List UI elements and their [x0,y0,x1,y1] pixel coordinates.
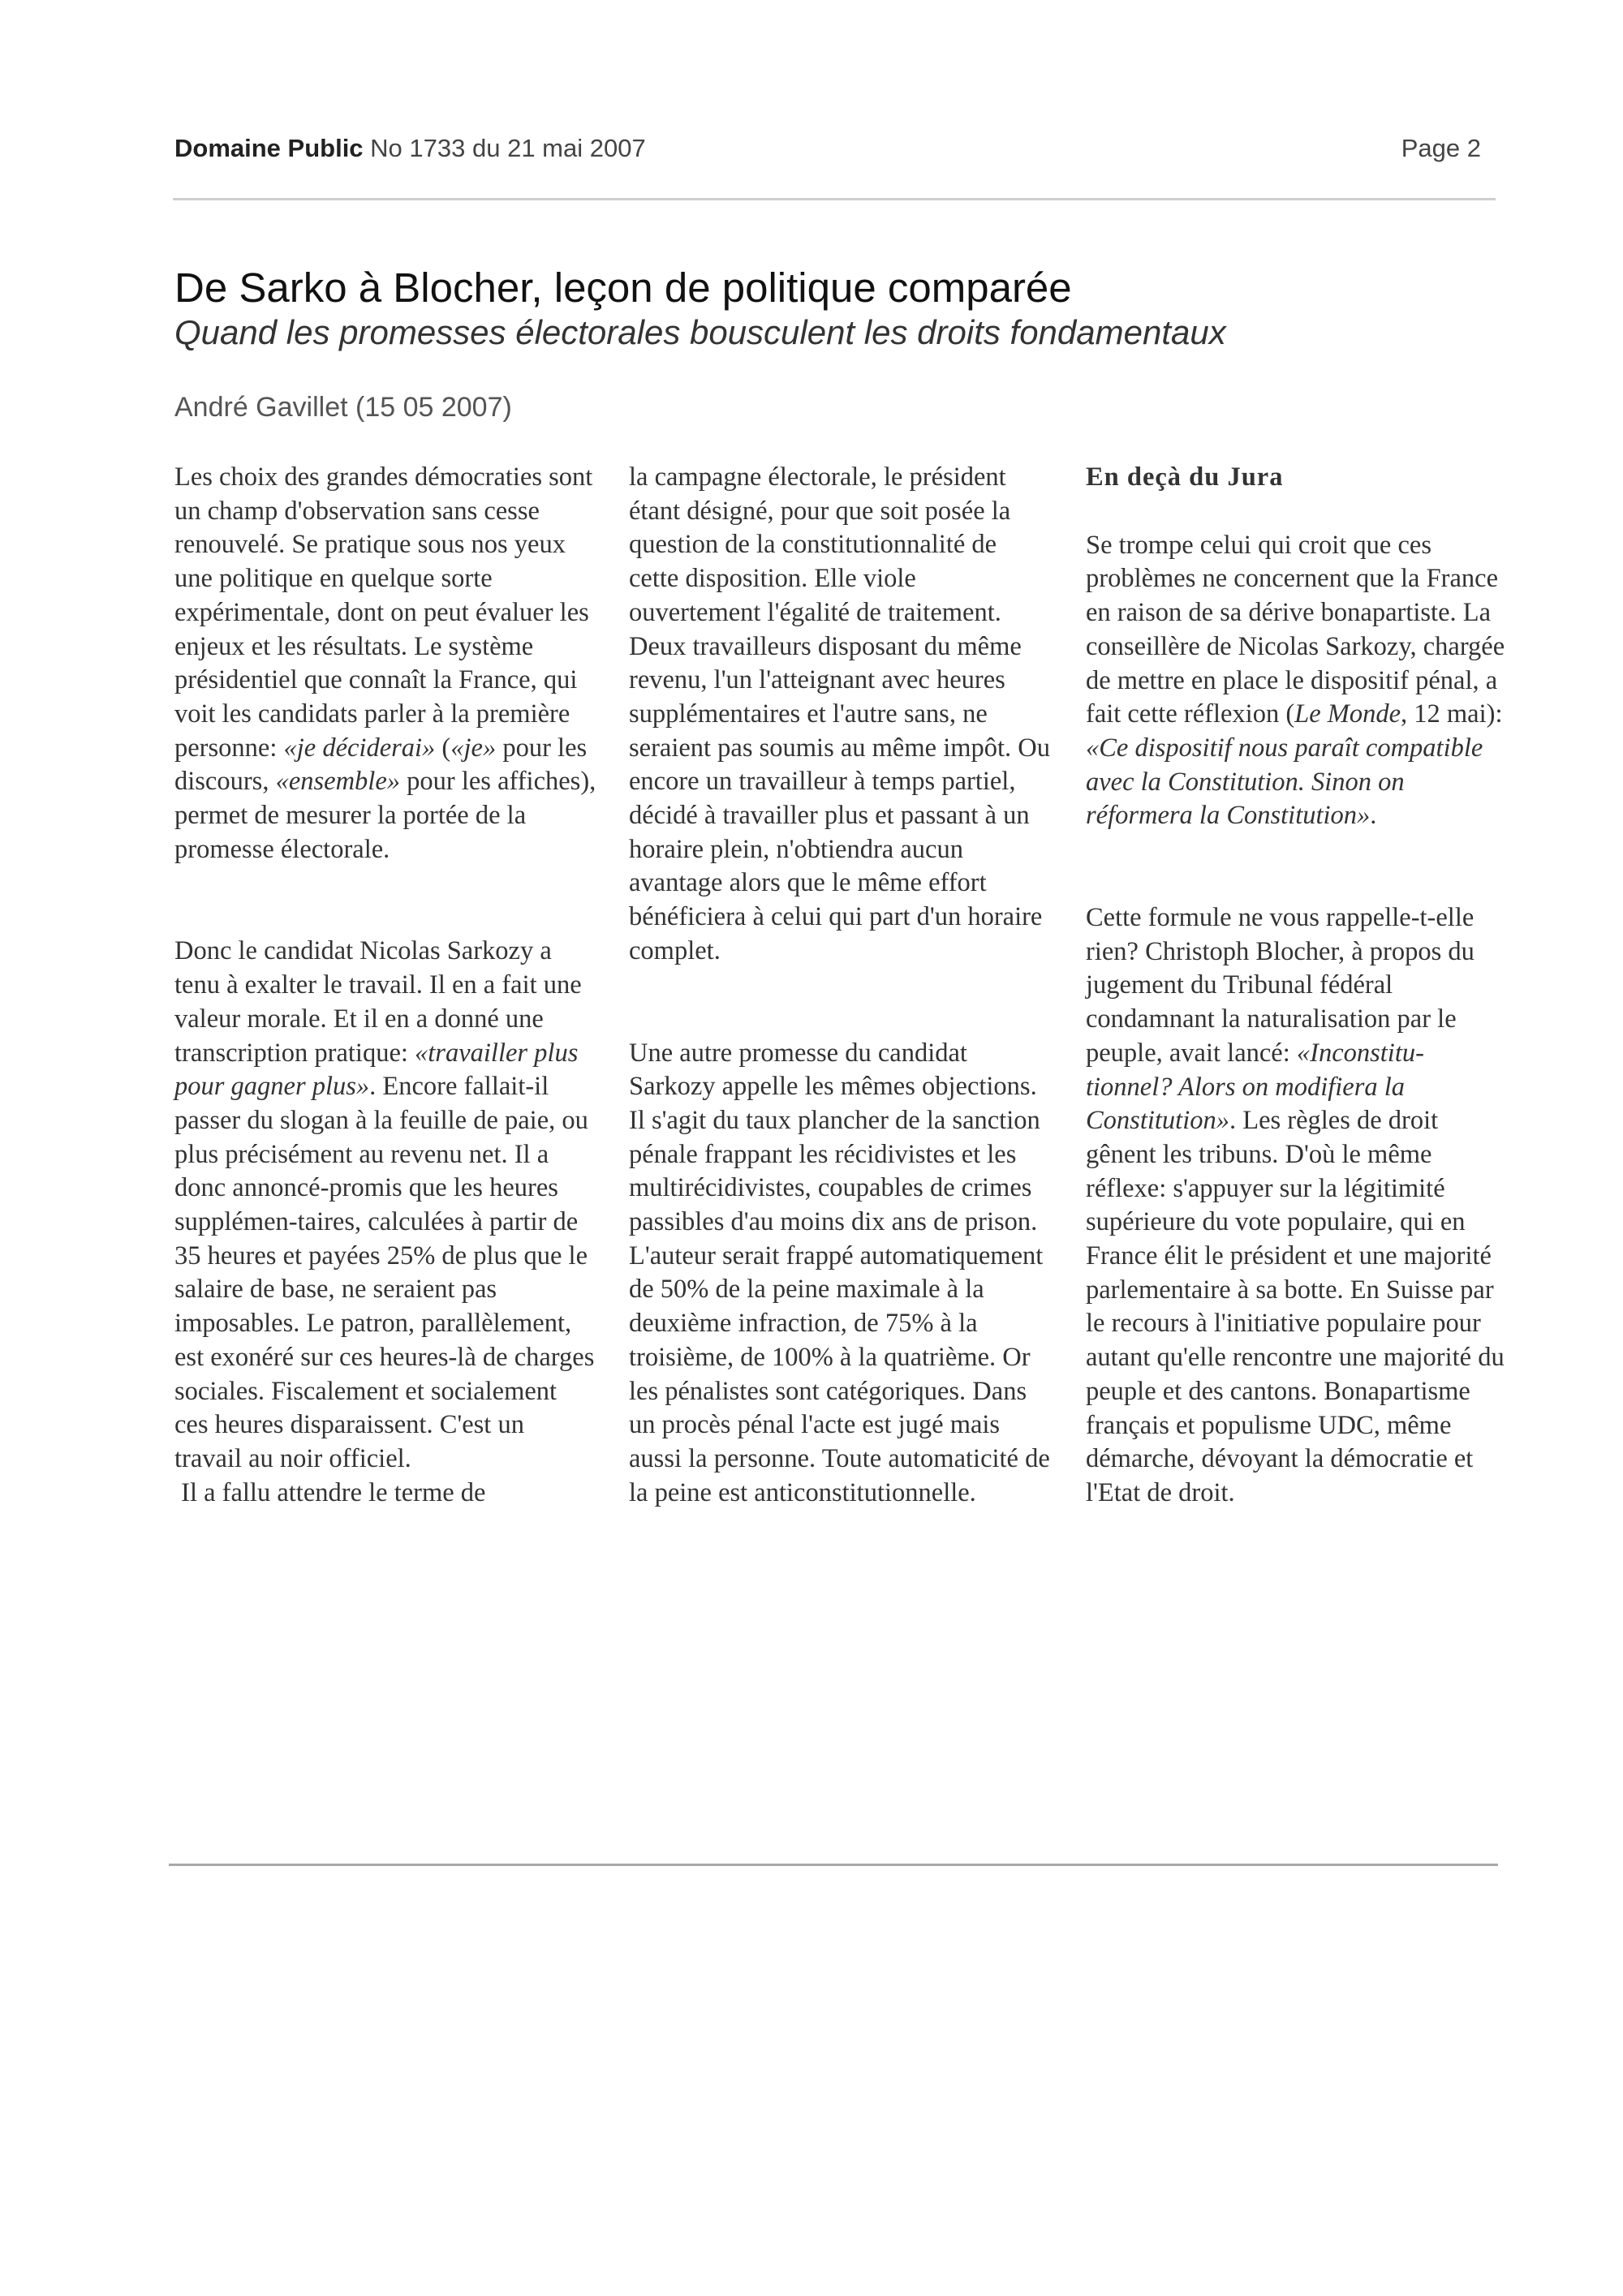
quote: «Ce dispositif nous paraît compatible avec la Constitution. Sinon on réformera la Constitution» [1086,733,1483,831]
text-run: . Les règles de droit gênent les tribuns. D'où le même réflexe: s'appuyer sur la légitimité supérieure du vote populaire, qui en France élit le président et une majorité parlementaire à sa botte. En Suisse par le recours à l'initiative populaire pour autant qu'elle rencontre une majorité du peuple et des cantons. Bonapartisme français et populisme UDC, même démarche, dévoyant la démocratie et l'Etat de droit. [1086,1106,1505,1507]
text-column-2 [629,461,1051,1510]
header-divider [173,198,1496,200]
paragraph: Une autre promesse du candidat Sarkozy appelle les mêmes objections. Il s'agit du taux plancher de la sanction pénale frappant les récidivistes et les multirécidivistes, coupables de crimes passibles d'au moins dix ans de prison. L'auteur serait frappé automatiquement de 50% de la peine maximale à la deuxième infraction, de 75% à la troisième, de 100% à la quatrième. Or les pénalistes sont catégoriques. Dans un procès pénal l'acte est jugé mais aussi la personne. Toute automaticité de la peine est anticonstitutionnelle. [629,1038,1050,1507]
paragraph [174,935,596,1476]
page-header [174,134,1481,166]
page-number: Page 2 [1401,134,1481,162]
quote: «je déciderai» [283,733,436,763]
text-run: pour les affiches), permet de mesurer la portée de la promesse électorale. [174,767,596,864]
source-name: Le Monde [1294,699,1401,729]
article-subtitle: Quand les promesses électorales bousculent les droits fondamentaux [174,313,1226,351]
paragraph: Il a fallu attendre le terme de [174,1477,486,1507]
text-run: ( [435,733,451,763]
footer-divider [169,1864,1498,1866]
quote: «Inconstitu-tionnel? Alors on modifiera la Constitution» [1086,1038,1424,1136]
quote: «ensemble» [275,767,401,797]
quote: «je» [450,733,497,763]
publication-name: Domaine Public [174,134,364,162]
paragraph [174,461,596,866]
text-run: Cette formule ne vous rappelle-t-elle rien? Christoph Blocher, à propos du jugement du Tribunal fédéral condamnant la naturalisation par le peuple, avait lancé: [1086,903,1474,1068]
text-column-3 [1086,461,1508,1511]
article-author: André Gavillet (15 05 2007) [174,392,512,423]
paragraph: la campagne électorale, le président étant désigné, pour que soit posée la question de la constitutionnalité de cette disposition. Elle viole ouvertement l'égalité de traitement. Deux travailleurs disposant du même revenu, l'un l'atteignant avec heures supplémentaires et l'autre sans, ne seraient pas soumis au même impôt. Ou encore un travailleur à temps partiel, décidé à travailler plus et passant à un horaire plein, n'obtiendra aucun avantage alors que le même effort bénéficiera à celui qui part d'un horaire complet. [629,462,1051,965]
text-column-1 [174,461,596,1510]
text-run: Se trompe celui qui croit que ces problèmes ne concernent que la France en raison de sa dérive bonapartiste. La conseillère de Nicolas Sarkozy, chargée de mettre en place le dispositif pénal, a fait cette réflexion ( [1086,530,1505,729]
section-heading: En deçà du Jura [1086,462,1284,492]
article-title: De Sarko à Blocher, leçon de politique comparée [174,264,1072,311]
text-run: . [1370,801,1377,831]
paragraph [1086,901,1508,1511]
text-run: . Encore fallait-il passer du slogan à la feuille de paie, ou plus précisément au revenu net. Il a donc annoncé-promis que les heures supplémen-taires, calculées à partir de 35 heures et payées 25% de plus que le salaire de base, ne seraient pas imposables. Le patron, parallèlement, est exonéré sur ces heures-là de charges sociales. Fiscalement et socialement ces heures disparaissent. C'est un travail au noir officiel. [174,1072,595,1473]
text-run: , 12 mai): [1401,699,1503,729]
issue-info: No 1733 du 21 mai 2007 [370,134,646,162]
paragraph [1086,529,1508,833]
text-run: Donc le candidat Nicolas Sarkozy a tenu à exalter le travail. Il en a fait une valeur morale. Et il en a donné une transcription pratique: [174,936,582,1068]
quote: «travailler plus pour gagner plus» [174,1038,579,1102]
text-run: Les choix des grandes démocraties sont un champ d'observation sans cesse renouvelé. Se pratique sous nos yeux une politique en quelque sorte expérimentale, dont on peut évaluer les enjeux et les résultats. Le système présidentiel que connaît la France, qui voit les candidats parler à la première personne: [174,462,593,763]
text-run: pour les discours, [174,733,588,797]
